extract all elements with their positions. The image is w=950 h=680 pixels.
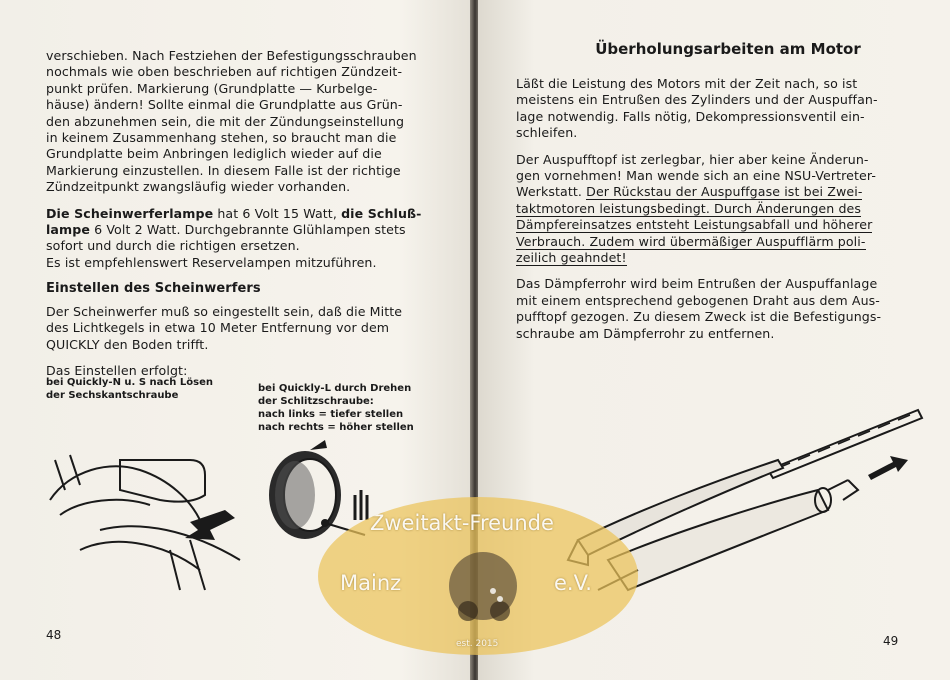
pointer-arrow-icon [185,510,235,540]
club-watermark-logo [318,497,638,655]
page-number: 48 [46,628,62,642]
text-line: häuse) ändern! Sollte einmal die Grundplatte aus Grün- [46,97,403,113]
text-line: schraube am Dämpferrohr zu entfernen. [516,325,775,341]
text-line: Markierung einzustellen. In diesem Falle ist der richtige [46,162,401,178]
text-line: Der Auspufftopf ist zerlegbar, hier aber keine Änderun- [516,151,869,167]
underlined-warning: zeilich geahndet! [516,250,627,266]
right-text-block [516,76,916,352]
text-line: pufftopf gezogen. Zu diesem Zweck ist die Befestigungs- [516,309,882,325]
text-line: Das Dämpferrohr wird beim Entrußen der Auspuffanlage [516,276,878,292]
ignition-paragraph [46,48,441,196]
lamp-paragraph [46,206,441,272]
text-line: mit einem entsprechend gebogenen Draht aus dem Aus- [516,292,880,308]
text-line: Der Scheinwerfer muß so eingestellt sein, daß die Mitte [46,303,403,319]
page-number: 49 [883,634,899,648]
headlight-paragraph [46,304,441,353]
caption-line: der Schlitzschraube: [258,396,374,407]
watermark-title: Zweitakt-Freunde [370,511,554,535]
text-line: verschieben. Nach Festziehen der Befestigungsschrauben [46,48,417,63]
text-line: meistens ein Entrußen des Zylinders und der Auspuffan- [516,92,878,108]
caption-line: der Sechskantschraube [46,390,179,401]
engine-paragraph [516,76,916,142]
text-line: des Lichtkegels in etwa 10 Meter Entfernung vor dem [46,320,390,336]
text-line: hat 6 Volt 15 Watt, [213,205,342,221]
exhaust-paragraph [516,152,916,267]
underlined-warning: Der Rückstau der Auspuffgase ist bei Zwei- [586,184,863,200]
text-line: schleifen. [516,125,578,141]
caption-line: nach links = tiefer stellen [258,409,404,420]
lamp-bold-term: lampe [46,222,90,238]
underlined-warning: Verbrauch. Zudem wird übermäßiger Auspufflärm poli- [516,233,866,249]
text-line: lage notwendig. Falls nötig, Dekompressionsventil ein- [516,108,865,124]
text-line: gen vornehmen! Man wende sich an eine NSU-Vertreter- [516,168,876,184]
watermark-city: Mainz [340,571,402,595]
caption-quickly-l [258,382,458,434]
lamp-bold-term: Die Scheinwerferlampe [46,205,214,221]
caption-line: nach rechts = höher stellen [258,422,414,433]
caption-quickly-ns [46,376,246,402]
scooter-logo-icon [428,541,538,641]
text-line: QUICKLY den Boden trifft. [46,336,209,352]
text-line: punkt prüfen. Markierung (Grundplatte — Kurbelge- [46,80,378,96]
watermark-est: est. 2015 [456,639,499,649]
page-title: Überholungsarbeiten am Motor [595,40,861,58]
lamp-bold-term: die Schluß- [341,205,422,221]
text-line: Es ist empfehlenswert Reservelampen mitzuführen. [46,254,377,270]
headlight-heading: Einstellen des Scheinwerfers [46,281,261,297]
watermark-ev: e.V. [554,571,592,595]
text-line: in keinem Zusammenhang stehen, so braucht man die [46,130,397,146]
damper-paragraph [516,276,916,342]
text-line: Werkstatt. [516,184,587,200]
pull-direction-arrow-icon [868,456,908,480]
caption-line: bei Quickly-L durch Drehen [258,383,412,394]
caption-line: bei Quickly-N u. S nach Lösen [46,377,213,388]
text-line: Läßt die Leistung des Motors mit der Zeit nach, so ist [516,76,858,91]
text-line: Zündzeitpunkt zwangsläufig wieder vorhanden. [46,179,351,195]
text-line: Grundplatte beim Anbringen lediglich wieder auf die [46,146,382,162]
text-line: nochmals wie oben beschrieben auf richtigen Zündzeit- [46,64,403,80]
underlined-warning: Dämpfereinsatzes entsteht Leistungsabfall und höherer [516,217,873,233]
left-text-block [46,48,441,389]
handlebar-illustration [40,440,250,600]
text-line: Das Einstellen erfolgt: [46,362,188,378]
underlined-warning: taktmotoren leistungsbedingt. Durch Änderungen des [516,200,862,216]
text-line: sofort und durch die richtigen ersetzen. [46,238,300,254]
text-line: 6 Volt 2 Watt. Durchgebrannte Glühlampen stets [90,222,406,238]
text-line: den abzunehmen sein, die mit der Zündungseinstellung [46,113,405,129]
